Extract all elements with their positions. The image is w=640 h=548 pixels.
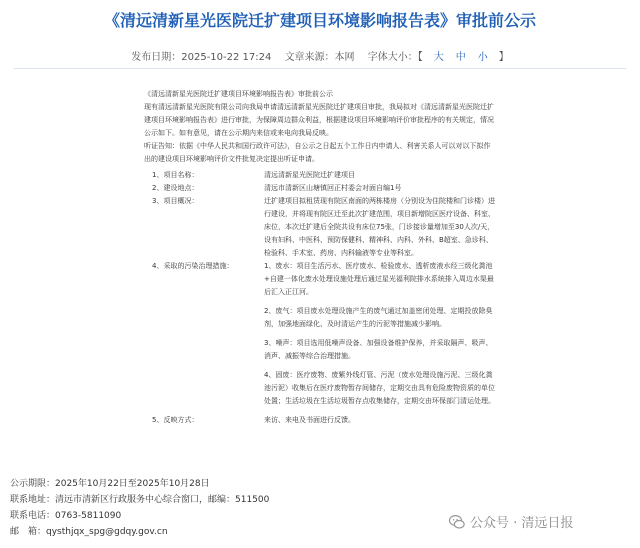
row-label: 5、反映方式： (152, 416, 199, 424)
page-title: 《清远清新星光医院迁扩建项目环境影响报告表》审批前公示 (103, 11, 536, 30)
document-body (144, 88, 496, 427)
wechat-icon (448, 513, 466, 531)
table-row (144, 195, 496, 260)
article-meta (0, 48, 640, 63)
table-row (144, 414, 496, 427)
row-value: 迁扩建项目拟租赁现有院区南面的两栋楼房（分别设为住院楼和门诊楼）进行建设，并将现有院区迁至此次扩建范围，项目新增院区医疗设备、科室、床位，本次迁扩建后全院共设有床位75张，门诊接诊量增加至30人次/天，设有妇科、中医科、预防保健科、精神科、内科、外科、B超室、急诊科、检验科、手术室、药房、内科输液等专业等科室。 (264, 197, 495, 257)
contact-phone: 联系电话：0763-5811090 (10, 511, 122, 521)
font-size-label: 字体大小：【 (367, 52, 423, 63)
doc-hearing-notice: 听证告知：依据《中华人民共和国行政许可法》，自公示之日起五个工作日内申请人、利害关系人可以对以下拟作出的建设项目环境影响评价文件批复决定提出听证申请。 (144, 142, 491, 163)
pollution-measure-wastewater: 1、废水：项目生活污水、医疗废水、检验废水、透析废液水经三级化粪池+自建一体化废水处理设施处理后通过星光福利院排水系统排入周边水渠最后汇入正江河。 (264, 262, 494, 296)
row-label: 2、建设地点： (152, 184, 199, 192)
article-source: 文章来源：本网 (284, 52, 355, 63)
notice-period: 公示期限：2025年10月22日至2025年10月28日 (10, 479, 210, 489)
font-size-medium-button[interactable]: 中 (455, 52, 466, 63)
row-label: 3、项目概况： (152, 197, 199, 205)
pollution-measure-noise: 3、噪声：项目选用低噪声设备、加强设备维护保养，并采取隔声、吸声、消声、减振等综合治理措施。 (264, 339, 493, 360)
contact-footer (10, 476, 269, 540)
table-row (144, 169, 496, 182)
row-label: 1、项目名称： (152, 171, 199, 179)
row-value: 清远市清新区山塘镇回正村委会对面自编1号 (264, 184, 402, 192)
row-value (264, 260, 496, 414)
header-divider (14, 68, 626, 69)
row-label: 4、采取的污染治理措施： (152, 262, 234, 270)
row-value: 来访、来电及书面进行反馈。 (264, 416, 355, 424)
doc-intro: 现有清远清新星光医院有限公司向我局申请清远清新星光医院迁扩建项目审批，我局拟对《清远清新星光医院迁扩建项目环境影响报告表》进行审批，为保障周边群众利益，根据建设项目环境影响评价审批程序的有关规定，情况公示如下。如有意见，请在公示期内来信或来电向我局反映。 (144, 103, 494, 137)
project-info-table (144, 169, 496, 427)
watermark (448, 512, 573, 531)
pollution-measure-solid-waste: 4、固废：医疗废物、废紫外线灯管、污泥（废水处理设施污泥、三级化粪池污泥）收集后在医疗废物暂存间储存，定期交由具有危险废物资质的单位处置；生活垃圾在生活垃圾暂存点收集储存，定期交由环保部门清运处理。 (264, 371, 495, 405)
publish-date: 发布日期：2025-10-22 17:24 (131, 52, 272, 63)
font-size-close-bracket: 】 (498, 52, 509, 63)
pollution-measure-exhaust: 2、废气：项目废水处理设施产生的废气通过加盖密闭处理、定期投放除臭剂，加强地面绿化、及时清运产生的污泥等措施减少影响。 (264, 307, 493, 328)
contact-email: 邮 箱：qysthjqx_spg@gdqy.gov.cn (10, 527, 168, 537)
watermark-text: 公众号 · 清远日报 (470, 516, 574, 531)
font-size-small-button[interactable]: 小 (477, 52, 488, 63)
doc-heading: 《清远清新星光医院迁扩建项目环境影响报告表》审批前公示 (144, 90, 333, 98)
font-size-large-button[interactable]: 大 (433, 52, 444, 63)
contact-address: 联系地址：清远市清新区行政服务中心综合窗口，邮编：511500 (10, 495, 270, 505)
table-row (144, 182, 496, 195)
table-row (144, 260, 496, 414)
row-value: 清远清新星光医院迁扩建项目 (264, 171, 355, 179)
